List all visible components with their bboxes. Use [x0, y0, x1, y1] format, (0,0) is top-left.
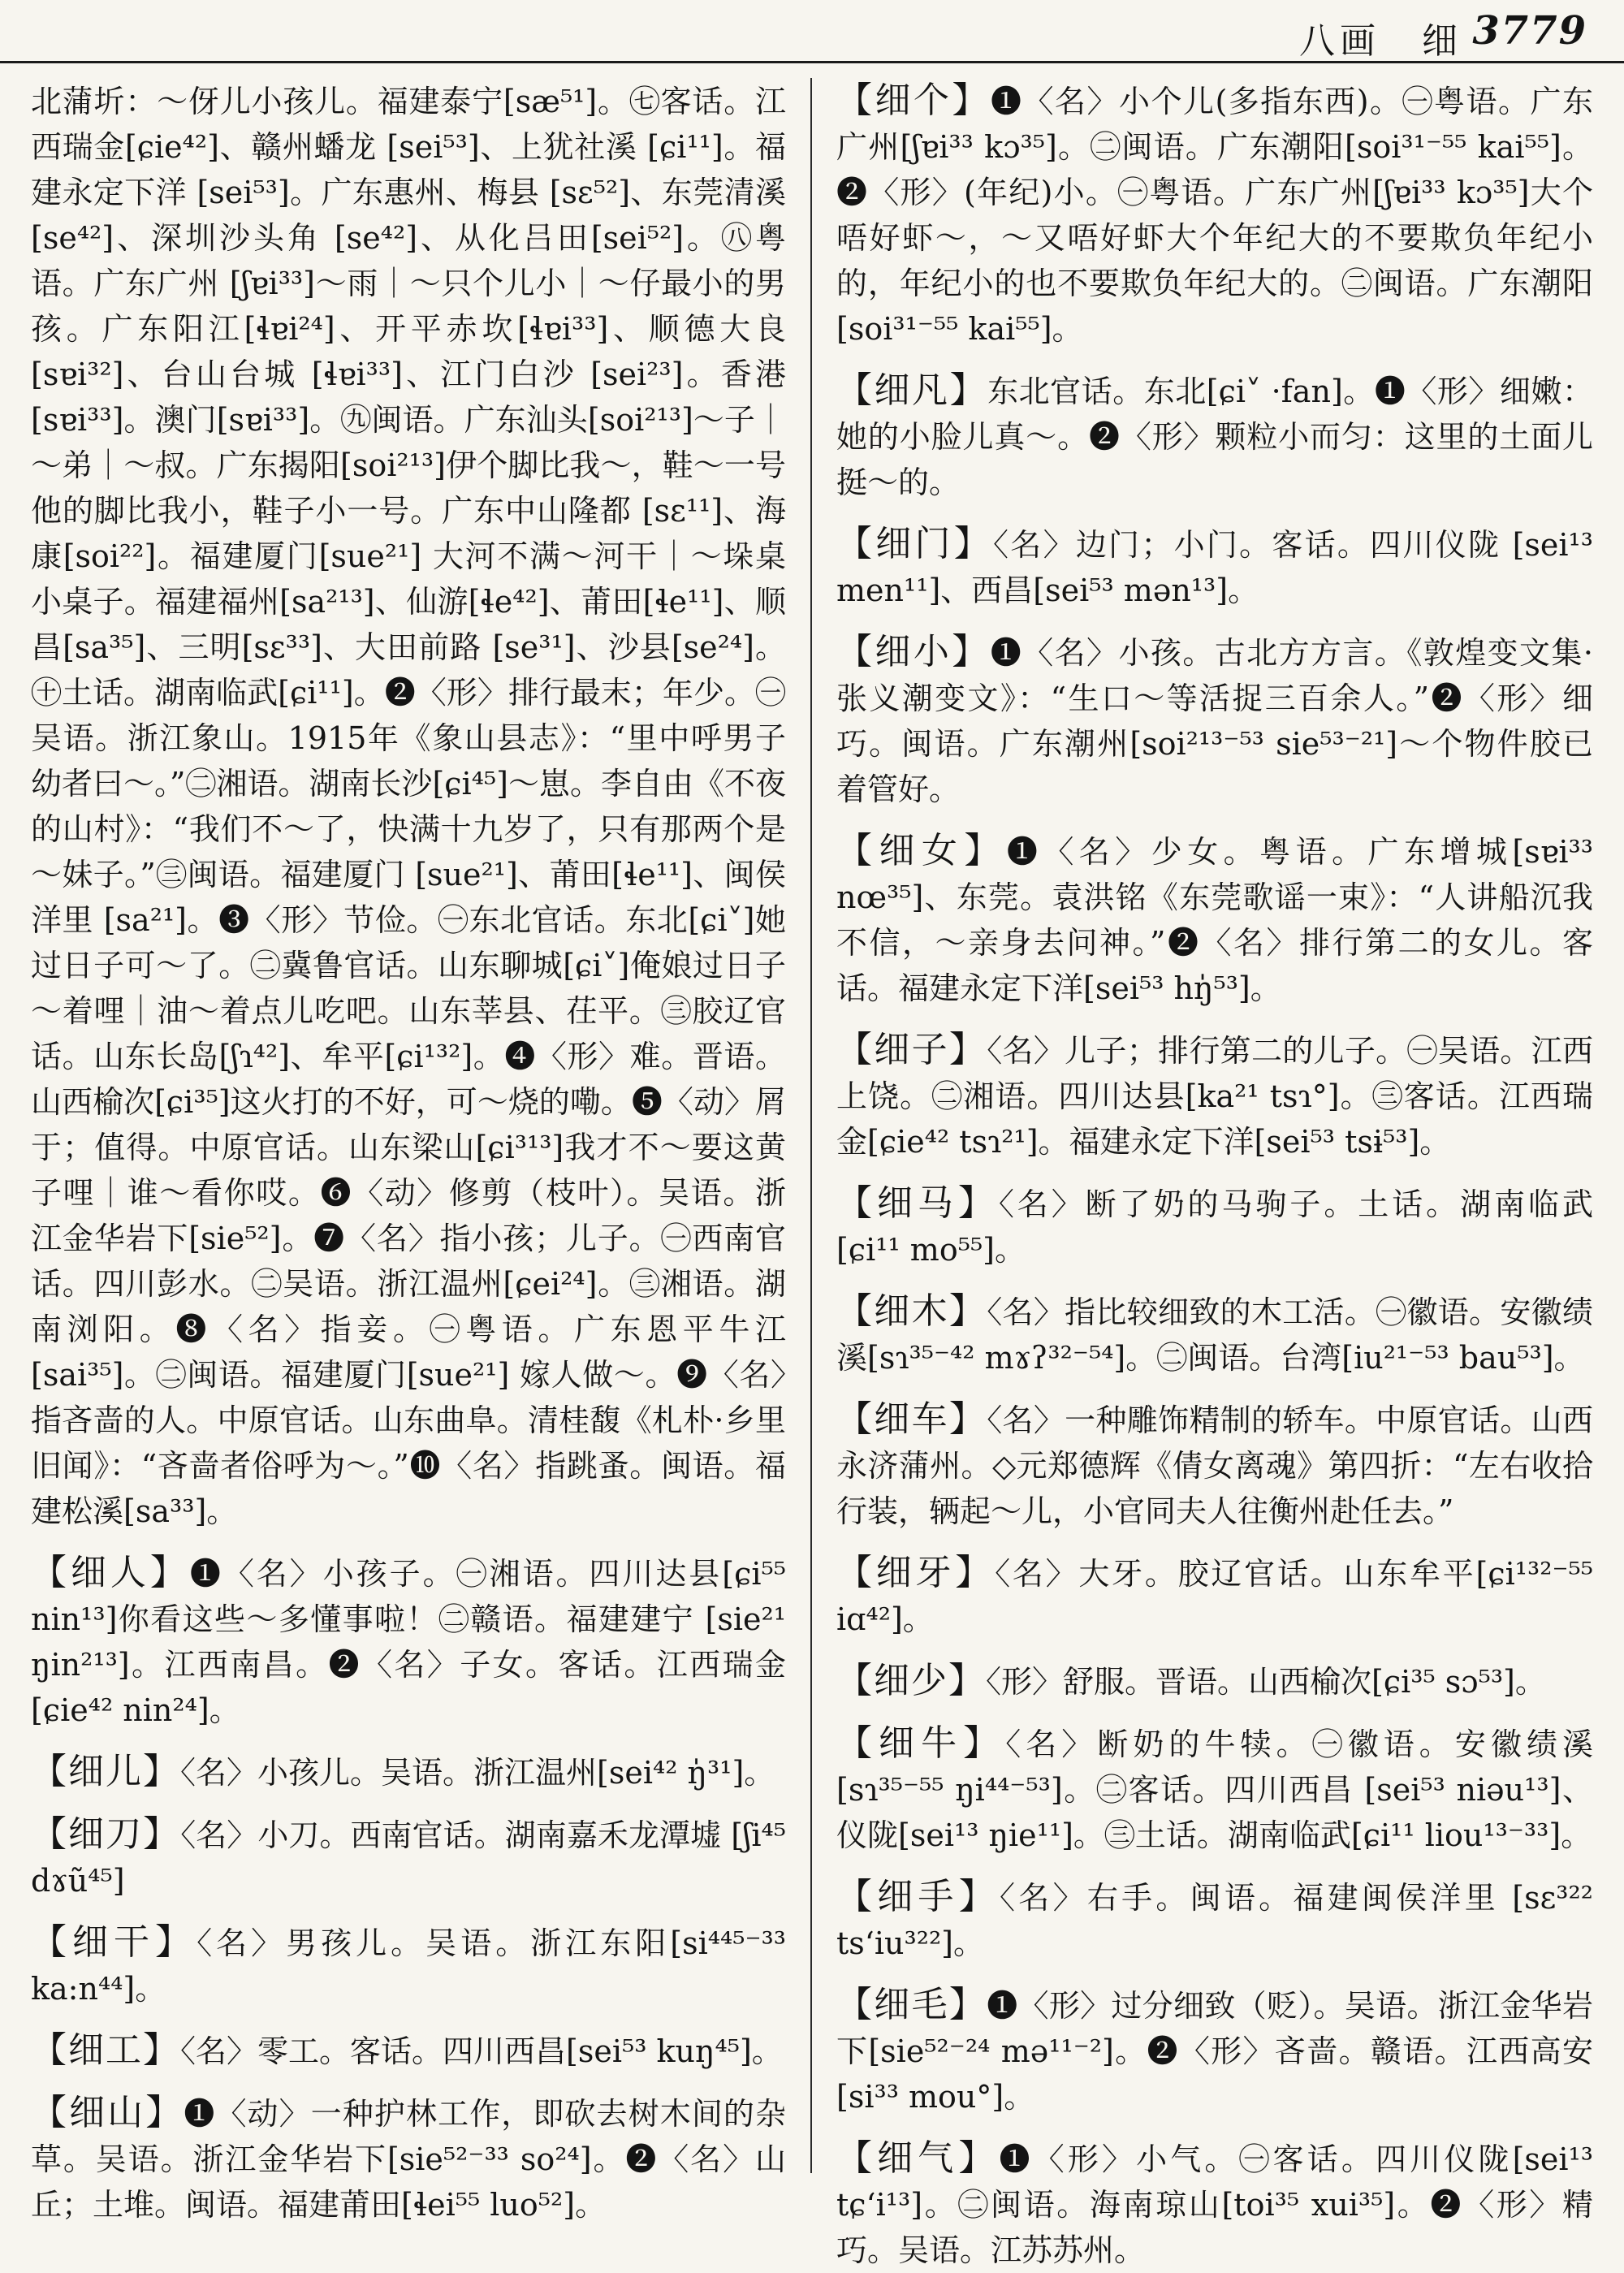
entry-definition: 〈名〉男孩儿。吴语。浙江东阳[si⁴⁴⁵⁻³³ ka:n⁴⁴]。: [31, 1925, 786, 2007]
dictionary-entry: [836, 1027, 1593, 1165]
dictionary-entry: [836, 1982, 1593, 2120]
entry-headword: 【细木】: [836, 1290, 987, 1332]
entry-definition: 〈名〉断了奶的马驹子。土话。湖南临武 [ɕi¹¹ mo⁵⁵]。: [836, 1186, 1593, 1268]
page-header: [0, 0, 1624, 63]
entry-definition: 〈名〉小孩儿。吴语。浙江温州[sei⁴² ŋ̍³¹]。: [180, 1755, 775, 1791]
entry-headword: 【细刀】: [31, 1813, 181, 1855]
entry-definition: ❶〈动〉一种护林工作，即砍去树木间的杂草。吴语。浙江金华岩下[sie⁵²⁻³³ so²⁴]。❷〈名〉山丘；土堆。闽语。福建莆田[ɬei⁵⁵ luo⁵²]。: [31, 2096, 787, 2223]
column-divider: [810, 78, 812, 2173]
entry-definition: 〈名〉一种雕饰精制的轿车。中原官话。山西永济蒲州。◇元郑德辉《倩女离魂》第四折：“左右收拾行装，辆起～儿，小官同夫人往衡州赴任去。”: [836, 1402, 1593, 1529]
dictionary-entry: [836, 1658, 1593, 1705]
dictionary-entry: [836, 1874, 1593, 1966]
dictionary-entry: [31, 1550, 786, 1733]
entry-definition: 〈名〉右手。闽语。福建闽侯洋里 [sɛ³²² tsʻiu³²²]。: [836, 1880, 1594, 1961]
entry-headword: 【细马】: [836, 1182, 999, 1224]
dictionary-entry: [836, 2136, 1593, 2273]
entry-headword: 【细干】: [31, 1921, 197, 1963]
dictionary-entry: [836, 629, 1593, 812]
entry-definition: 〈名〉零工。客话。四川西昌[sei⁵³ kuŋ⁴⁵]。: [180, 2033, 783, 2069]
dictionary-entry: [836, 828, 1593, 1011]
entry-definition: 〈名〉边门；小门。客话。四川仪陇 [sei¹³ men¹¹]、西昌[sei⁵³ mən¹³]。: [836, 527, 1594, 608]
entry-definition: 〈名〉指比较细致的木工活。㊀徽语。安徽绩溪[sɿ³⁵⁻⁴² mɤʔ³²⁻⁵⁴]。㊁闽语。台湾[iu²¹⁻⁵³ bau⁵³]。: [836, 1294, 1593, 1376]
right-column: [836, 78, 1594, 2268]
entry-definition: 〈名〉断奶的牛犊。㊀徽语。安徽绩溪 [sɿ³⁵⁻⁵⁵ ŋi⁴⁴⁻⁵³]。㊁客话。四川西昌 [sei⁵³ niəu¹³]、仪陇[sei¹³ ŋie¹¹]。㊂土话。湖南临武[ɕi¹¹ liou¹³⁻³³]。: [836, 1726, 1593, 1853]
entry-headword: 【细气】: [836, 2137, 1000, 2179]
dictionary-entry: [836, 368, 1593, 505]
entry-definition: 〈形〉舒服。晋语。山西榆次[ɕi³⁵ sɔ⁵³]。: [986, 1664, 1546, 1700]
entry-headword: 【细儿】: [31, 1751, 180, 1792]
dictionary-entry: [31, 78, 786, 1534]
entry-headword: 【细车】: [836, 1398, 987, 1440]
entry-headword: 【细子】: [836, 1029, 987, 1070]
dictionary-entry: [836, 1181, 1593, 1273]
dictionary-entry: [31, 1749, 786, 1795]
dictionary-entry: [836, 78, 1593, 352]
dictionary-entry: [836, 521, 1593, 613]
entry-definition: ❶〈形〉过分细致（贬）。吴语。浙江金华岩下[sie⁵²⁻²⁴ mə¹¹⁻²]。❷〈形〉吝啬。赣语。江西高安[si³³ mou°]。: [836, 1988, 1593, 2115]
entry-headword: 【细凡】: [836, 369, 988, 411]
entry-headword: 【细女】: [836, 830, 1007, 871]
dictionary-entry: [836, 1289, 1593, 1381]
entry-headword: 【细少】: [836, 1660, 986, 1701]
dictionary-entry: [836, 1721, 1593, 1858]
entry-definition: ❶〈名〉小孩。古北方方言。《敦煌变文集·张义潮变文》：“生口～等活捉三百余人。”❷〈形〉细巧。闽语。广东潮州[soi²¹³⁻⁵³ sie⁵³⁻²¹]～个物件胶已着管好。: [836, 635, 1593, 807]
dictionary-entry: [31, 2028, 786, 2074]
entry-definition: 北蒲圻：～伢儿小孩儿。福建泰宁[sæ⁵¹]。㊆客话。江西瑞金[ɕie⁴²]、赣州蟠龙 [sei⁵³]、上犹社溪 [ɕi¹¹]。福建永定下洋 [sei⁵³]。广东惠州、梅县 [sɛ⁵²]、东莞清溪[se⁴²]、深圳沙头角 [se⁴²]、从化吕田[sei⁵²]。㊇粤语。广东广州 [ʃɐi³³]～雨｜～只个儿小｜～仔最小的男孩。广东阳江[ɬɐi²⁴]、开平赤坎[ɬɐi³³]、顺德大良[sɐi³²]、台山台城 [ɬɐi³³]、江门白沙 [sei²³]。香港[sɐi³³]。澳门[sɐi³³]。㊈闽语。广东汕头[soi²¹³]～子｜～弟｜～叔。广东揭阳[soi²¹³]伊个脚比我～，鞋～一号他的脚比我小，鞋子小一号。广东中山隆都 [sɛ¹¹]、海康[soi²²]。福建厦门[sue²¹] 大河不满～河干｜～垛桌小桌子。福建福州[sa²¹³]、仙游[ɬe⁴²]、莆田[ɬe¹¹]、顺昌[sa³⁵]、三明[sɛ³³]、大田前路 [se³¹]、沙县[se²⁴]。㊉土话。湖南临武[ɕi¹¹]。❷〈形〉排行最末；年少。㊀吴语。浙江象山。1915年《象山县志》：“里中呼男子幼者曰～。”㊁湘语。湖南长沙[ɕi⁴⁵]～崽。李自由《不夜的山村》：“我们不～了，快满十九岁了，只有那两个是～妹子。”㊂闽语。福建厦门 [sue²¹]、莆田[ɬe¹¹]、闽侯洋里 [sa²¹]。❸〈形〉节俭。㊀东北官话。东北[ɕi˅]她过日子可～了。㊁冀鲁官话。山东聊城[ɕi˅]俺娘过日子～着哩｜油～着点儿吃吧。山东莘县、茌平。㊂胶辽官话。山东长岛[ʃɿ⁴²]、牟平[ɕi¹³²]。❹〈形〉难。晋语。山西榆次[ɕi³⁵]这火打的不好，可～烧的嘞。❺〈动〉屑于；值得。中原官话。山东梁山[ɕi³¹³]我才不～要这黄子哩｜谁～看你哎。❻〈动〉修剪（枝叶）。吴语。浙江金华岩下[sie⁵²]。❼〈名〉指小孩；儿子。㊀西南官话。四川彭水。㊁吴语。浙江温州[ɕei²⁴]。㊂湘语。湖南浏阳。❽〈名〉指妾。㊀粤语。广东恩平牛江 [sai³⁵]。㊁闽语。福建厦门[sue²¹] 嫁人做～。❾〈名〉指吝啬的人。中原官话。山东曲阜。清桂馥《札朴·乡里旧闻》：“吝啬者俗呼为～。”❿〈名〉指跳蚤。闽语。福建松溪[sa³³]。: [31, 84, 786, 1529]
entry-headword: 【细毛】: [836, 1984, 987, 2025]
dictionary-entry: [31, 2090, 786, 2228]
entry-definition: 〈名〉小刀。西南官话。湖南嘉禾龙潭墟 [ʃi⁴⁵ dɤũ⁴⁵]: [31, 1817, 787, 1899]
entry-definition: ❶〈名〉少女。粤语。广东增城[sɐi³³ nœ³⁵]、东莞。袁洪铭《东莞歌谣一束》：“人讲船沉我不信，～亲身去问神。”❷〈名〉排行第二的女儿。客话。福建永定下洋[sei⁵³ hŋ̍⁵³]。: [836, 834, 1594, 1006]
entry-headword: 【细工】: [31, 2029, 180, 2071]
entry-definition: 东北官话。东北[ɕi˅ ·fan]。❶〈形〉细嫩：她的小脸儿真～。❷〈形〉颗粒小而匀：这里的土面儿挺～的。: [836, 374, 1593, 500]
entry-headword: 【细门】: [836, 523, 994, 564]
entry-definition: ❶〈名〉小个儿(多指东西)。㊀粤语。广东广州[ʃɐi³³ kɔ³⁵]。㊁闽语。广东潮阳[soi³¹⁻⁵⁵ kai⁵⁵]。❷〈形〉(年纪)小。㊀粤语。广东广州[ʃɐi³³ kɔ³⁵]大个唔好虾～，～又唔好虾大个年纪大的不要欺负年纪小的，年纪小的也不要欺负年纪大的。㊁闽语。广东潮阳[soi³¹⁻⁵⁵ kai⁵⁵]。: [836, 84, 1594, 347]
entry-headword: 【细个】: [836, 80, 991, 121]
left-column: [31, 78, 787, 2223]
page-number: 3779: [1472, 8, 1587, 54]
section-label: 八画: [1299, 20, 1380, 62]
entry-definition: ❶〈名〉小孩子。㊀湘语。四川达县[ɕi⁵⁵ nin¹³]你看这些～多懂事啦！㊁赣语。福建建宁 [sie²¹ ŋin²¹³]。江西南昌。❷〈名〉子女。客话。江西瑞金[ɕie⁴² nin²⁴]。: [31, 1556, 787, 1728]
dictionary-entry: [836, 1397, 1593, 1534]
entry-headword: 【细山】: [31, 2092, 184, 2133]
entry-headword: 【细小】: [836, 631, 991, 672]
entry-headword: 【细手】: [836, 1876, 1000, 1917]
entry-headword: 【细牙】: [836, 1552, 996, 1593]
dictionary-entry: [31, 1920, 786, 2012]
entry-headword: 【细牛】: [836, 1722, 1006, 1764]
entry-definition: 〈名〉大牙。胶辽官话。山东牟平[ɕi¹³²⁻⁵⁵ iɑ⁴²]。: [836, 1556, 1593, 1637]
index-character: 细: [1422, 20, 1458, 62]
dictionary-entry: [836, 1550, 1593, 1642]
entry-definition: 〈名〉儿子；排行第二的儿子。㊀吴语。江西上饶。㊁湘语。四川达县[ka²¹ tsɿ°]。㊂客话。江西瑞金[ɕie⁴² tsɿ²¹]。福建永定下洋[sei⁵³ tsɨ⁵³]。: [836, 1033, 1593, 1160]
dictionary-entry: [31, 1812, 786, 1904]
entry-definition: ❶〈形〉小气。㊀客话。四川仪陇[sei¹³ tɕʻi¹³]。㊁闽语。海南琼山[toi³⁵ xui³⁵]。❷〈形〉精巧。吴语。江苏苏州。: [836, 2141, 1594, 2268]
entry-headword: 【细人】: [31, 1552, 190, 1593]
